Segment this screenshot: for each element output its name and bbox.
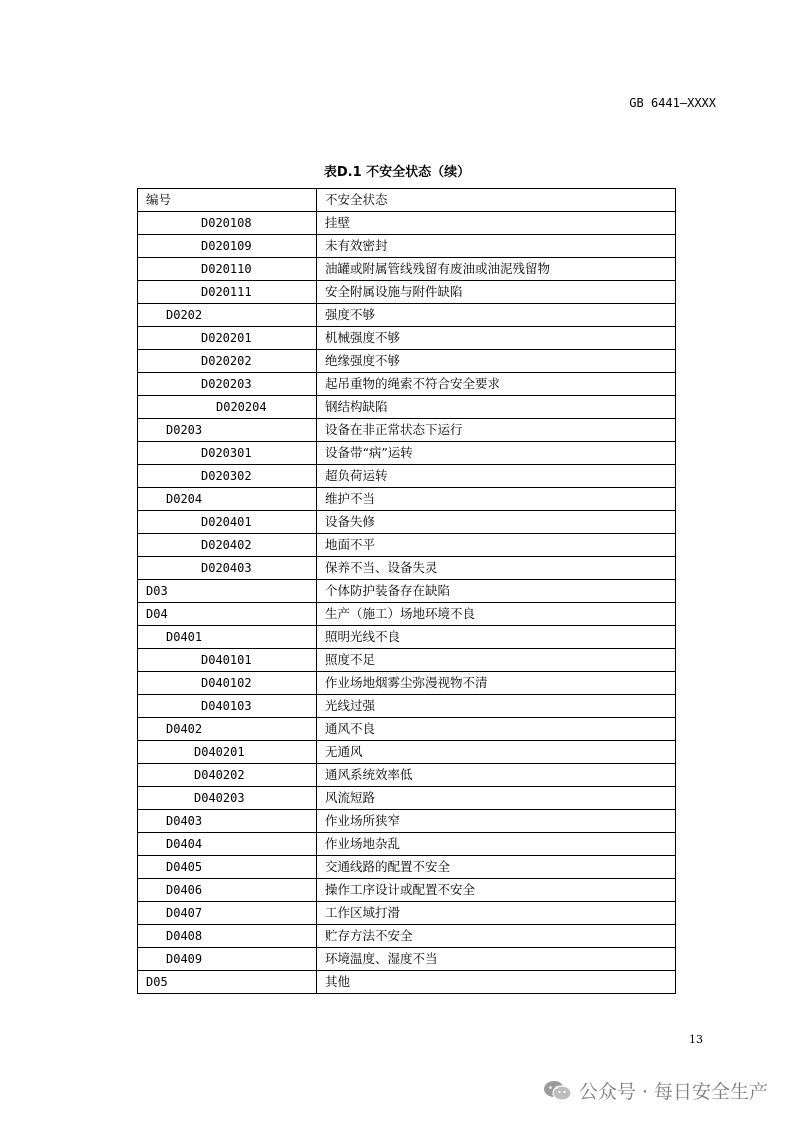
code-cell: D0408 [138, 925, 317, 948]
unsafe-state-table [137, 188, 676, 994]
description-cell: 作业场所狭窄 [317, 810, 676, 833]
table-row [138, 948, 676, 971]
table-row [138, 488, 676, 511]
description-cell: 挂壁 [317, 212, 676, 235]
table-row [138, 902, 676, 925]
table-row [138, 741, 676, 764]
description-cell: 照度不足 [317, 649, 676, 672]
code-cell: D020302 [138, 465, 317, 488]
table-row [138, 879, 676, 902]
description-cell: 未有效密封 [317, 235, 676, 258]
code-cell: D0403 [138, 810, 317, 833]
table-row [138, 419, 676, 442]
code-cell: D040102 [138, 672, 317, 695]
description-cell: 维护不当 [317, 488, 676, 511]
table-row [138, 327, 676, 350]
description-cell: 保养不当、设备失灵 [317, 557, 676, 580]
code-cell: D0203 [138, 419, 317, 442]
description-cell: 设备带“病”运转 [317, 442, 676, 465]
description-cell: 环境温度、湿度不当 [317, 948, 676, 971]
description-cell: 作业场地烟雾尘弥漫视物不清 [317, 672, 676, 695]
code-cell: D0204 [138, 488, 317, 511]
page-number: 13 [689, 1033, 703, 1046]
table-row [138, 764, 676, 787]
code-cell: D020402 [138, 534, 317, 557]
description-cell: 绝缘强度不够 [317, 350, 676, 373]
table-row [138, 787, 676, 810]
table-row [138, 649, 676, 672]
code-cell: D040202 [138, 764, 317, 787]
code-cell: D04 [138, 603, 317, 626]
table-row [138, 281, 676, 304]
code-cell: D020111 [138, 281, 317, 304]
code-cell: D0405 [138, 856, 317, 879]
code-cell: D020109 [138, 235, 317, 258]
table-row [138, 672, 676, 695]
table-row [138, 465, 676, 488]
table-row [138, 534, 676, 557]
document-code: GB 6441—XXXX [629, 96, 716, 110]
code-cell: D05 [138, 971, 317, 994]
description-cell: 通风系统效率低 [317, 764, 676, 787]
code-cell: D020201 [138, 327, 317, 350]
table-row [138, 971, 676, 994]
code-cell: D0406 [138, 879, 317, 902]
code-cell: D020110 [138, 258, 317, 281]
watermark [543, 1077, 768, 1104]
table-row [138, 258, 676, 281]
code-cell: D040101 [138, 649, 317, 672]
table-row [138, 856, 676, 879]
description-cell: 机械强度不够 [317, 327, 676, 350]
code-cell: D040203 [138, 787, 317, 810]
description-cell: 钢结构缺陷 [317, 396, 676, 419]
description-cell: 起吊重物的绳索不符合安全要求 [317, 373, 676, 396]
description-cell: 工作区域打滑 [317, 902, 676, 925]
table-row [138, 396, 676, 419]
description-cell: 照明光线不良 [317, 626, 676, 649]
table-row [138, 626, 676, 649]
description-cell: 作业场地杂乱 [317, 833, 676, 856]
table-row [138, 304, 676, 327]
code-cell: D020204 [138, 396, 317, 419]
code-cell: D040201 [138, 741, 317, 764]
description-cell: 地面不平 [317, 534, 676, 557]
table-row [138, 695, 676, 718]
table-row [138, 442, 676, 465]
column-header-desc: 不安全状态 [317, 189, 676, 212]
description-cell: 设备在非正常状态下运行 [317, 419, 676, 442]
table-row [138, 212, 676, 235]
code-cell: D020108 [138, 212, 317, 235]
code-cell: D040103 [138, 695, 317, 718]
code-cell: D020403 [138, 557, 317, 580]
description-cell: 贮存方法不安全 [317, 925, 676, 948]
description-cell: 生产（施工）场地环境不良 [317, 603, 676, 626]
code-cell: D020401 [138, 511, 317, 534]
description-cell: 安全附属设施与附件缺陷 [317, 281, 676, 304]
code-cell: D0401 [138, 626, 317, 649]
table-row [138, 350, 676, 373]
code-cell: D0407 [138, 902, 317, 925]
description-cell: 设备失修 [317, 511, 676, 534]
code-cell: D0409 [138, 948, 317, 971]
wechat-icon [543, 1079, 573, 1103]
table-row [138, 718, 676, 741]
table-header-row [138, 189, 676, 212]
table-row [138, 557, 676, 580]
table-row [138, 373, 676, 396]
description-cell: 无通风 [317, 741, 676, 764]
table-row [138, 235, 676, 258]
table-row [138, 603, 676, 626]
table-row [138, 833, 676, 856]
watermark-text: 公众号 · 每日安全生产 [578, 1081, 768, 1103]
table-row [138, 580, 676, 603]
description-cell: 交通线路的配置不安全 [317, 856, 676, 879]
description-cell: 油罐或附属管线残留有废油或油泥残留物 [317, 258, 676, 281]
description-cell: 通风不良 [317, 718, 676, 741]
table-row [138, 810, 676, 833]
code-cell: D020203 [138, 373, 317, 396]
table-title: 表D.1 不安全状态（续） [323, 165, 471, 180]
column-header-code: 编号 [138, 189, 317, 212]
description-cell: 超负荷运转 [317, 465, 676, 488]
code-cell: D03 [138, 580, 317, 603]
description-cell: 其他 [317, 971, 676, 994]
description-cell: 光线过强 [317, 695, 676, 718]
description-cell: 操作工序设计或配置不安全 [317, 879, 676, 902]
table-row [138, 511, 676, 534]
description-cell: 个体防护装备存在缺陷 [317, 580, 676, 603]
code-cell: D020202 [138, 350, 317, 373]
description-cell: 强度不够 [317, 304, 676, 327]
description-cell: 风流短路 [317, 787, 676, 810]
code-cell: D020301 [138, 442, 317, 465]
table-row [138, 925, 676, 948]
code-cell: D0202 [138, 304, 317, 327]
code-cell: D0402 [138, 718, 317, 741]
code-cell: D0404 [138, 833, 317, 856]
